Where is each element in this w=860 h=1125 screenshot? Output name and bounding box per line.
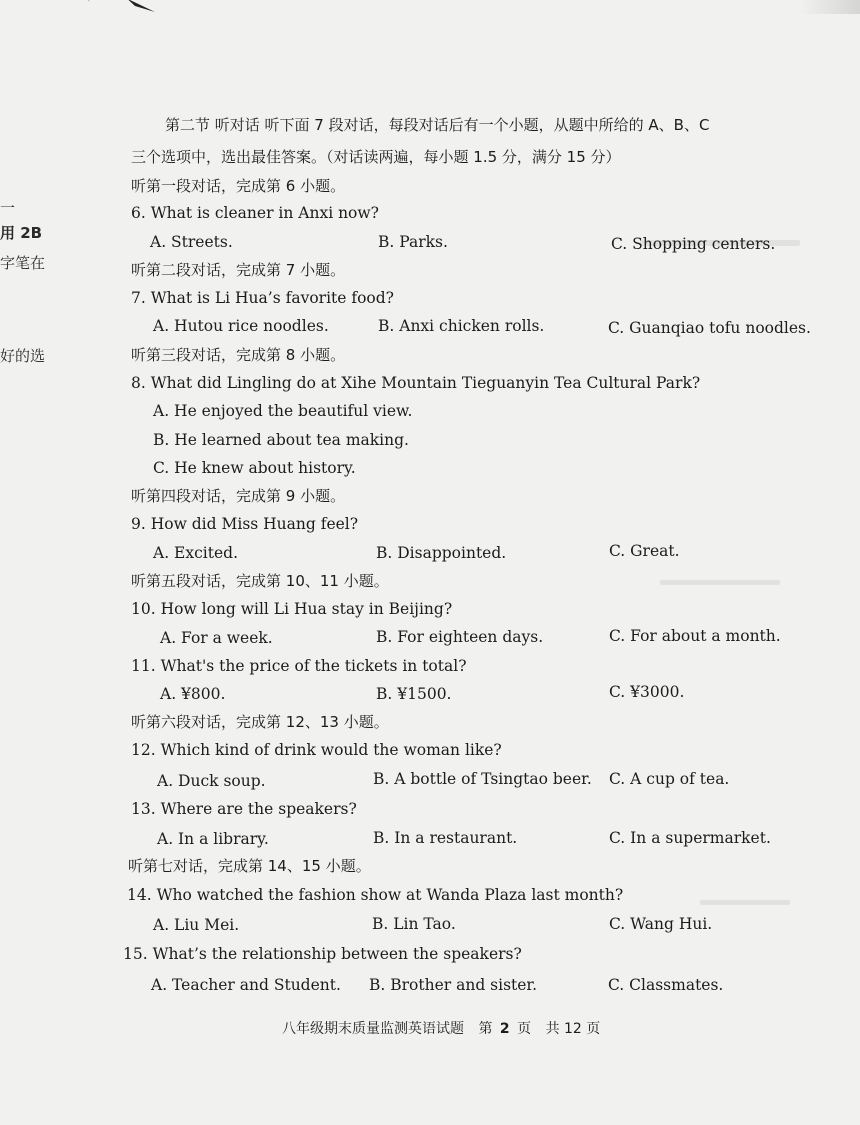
- scan-shadow-artifact: [800, 0, 860, 14]
- option-c: C. He knew about history.: [153, 459, 356, 477]
- footer-page-suffix: 页: [517, 1021, 532, 1037]
- question-11: 11. What's the price of the tickets in total?: [131, 657, 467, 675]
- option-b: B. He learned about tea making.: [153, 431, 409, 449]
- footer-total-pages: 共 12 页: [545, 1021, 601, 1037]
- option-a: A. Duck soup.: [157, 772, 266, 790]
- section-instructions: 三个选项中，选出最佳答案。（对话读两遍，每小题 1.5 分，满分 15 分）: [131, 148, 621, 166]
- dialogue-instruction: 听第二段对话，完成第 7 小题。: [131, 261, 346, 279]
- dialogue-instruction: 听第七对话，完成第 14、15 小题。: [128, 857, 371, 875]
- option-a: A. For a week.: [160, 629, 273, 647]
- option-b: B. In a restaurant.: [373, 829, 518, 847]
- scan-edge-artifact: [60, 0, 155, 12]
- option-b: B. A bottle of Tsingtao beer.: [373, 770, 592, 788]
- question-10: 10. How long will Li Hua stay in Beijing?: [131, 600, 453, 618]
- option-a: A. In a library.: [157, 830, 269, 848]
- dialogue-instruction: 听第三段对话，完成第 8 小题。: [131, 346, 346, 364]
- bleed-through-artifact: [660, 580, 780, 585]
- option-b: B. Lin Tao.: [372, 915, 456, 933]
- option-c: C. Guanqiao tofu noodles.: [608, 319, 811, 337]
- option-a: A. He enjoyed the beautiful view.: [153, 402, 413, 420]
- margin-fragment: 字笔在: [0, 254, 46, 272]
- option-a: A. Streets.: [150, 233, 233, 251]
- option-a: A. ¥800.: [160, 685, 226, 703]
- option-c: C. For about a month.: [609, 627, 781, 645]
- option-c: C. Wang Hui.: [609, 915, 713, 933]
- margin-fragment: 用 2B: [0, 224, 43, 242]
- margin-fragment: 好的选: [0, 347, 46, 365]
- question-8: 8. What did Lingling do at Xihe Mountain Tieguanyin Tea Cultural Park?: [131, 374, 701, 392]
- page-footer: [282, 1018, 600, 1038]
- dialogue-instruction: 听第六段对话，完成第 12、13 小题。: [131, 713, 389, 731]
- footer-title: 八年级期末质量监测英语试题: [282, 1021, 464, 1037]
- option-a: A. Hutou rice noodles.: [153, 317, 329, 335]
- question-12: 12. Which kind of drink would the woman like?: [131, 741, 502, 759]
- question-15: 15. What’s the relationship between the speakers?: [123, 945, 522, 963]
- option-c: C. Great.: [609, 542, 680, 560]
- option-c: C. ¥3000.: [609, 683, 685, 701]
- footer-page-number: 2: [499, 1021, 510, 1037]
- option-c: C. In a supermarket.: [609, 829, 771, 847]
- question-6: 6. What is cleaner in Anxi now?: [131, 204, 379, 222]
- option-c: C. Classmates.: [608, 976, 724, 994]
- option-b: B. Brother and sister.: [369, 976, 538, 994]
- question-14: 14. Who watched the fashion show at Wanda Plaza last month?: [127, 886, 624, 904]
- option-a: A. Teacher and Student.: [151, 976, 341, 994]
- option-b: B. Disappointed.: [376, 544, 507, 562]
- question-13: 13. Where are the speakers?: [131, 800, 357, 818]
- option-b: B. For eighteen days.: [376, 628, 544, 646]
- margin-fragment: 一: [0, 199, 16, 217]
- option-c: C. A cup of tea.: [609, 770, 730, 788]
- question-7: 7. What is Li Hua’s favorite food?: [131, 289, 394, 307]
- dialogue-instruction: 听第四段对话，完成第 9 小题。: [131, 487, 346, 505]
- dialogue-instruction: 听第一段对话，完成第 6 小题。: [131, 177, 346, 195]
- option-b: B. Anxi chicken rolls.: [378, 317, 545, 335]
- dialogue-instruction: 听第五段对话，完成第 10、11 小题。: [131, 572, 389, 590]
- option-b: B. ¥1500.: [376, 685, 452, 703]
- bleed-through-artifact: [700, 900, 790, 905]
- section-heading: 第二节 听对话 听下面 7 段对话，每段对话后有一个小题，从题中所给的 A、B、C: [165, 116, 710, 134]
- question-9: 9. How did Miss Huang feel?: [131, 515, 359, 533]
- footer-page-prefix: 第: [478, 1021, 493, 1037]
- option-c: C. Shopping centers.: [611, 235, 776, 253]
- option-b: B. Parks.: [378, 233, 448, 251]
- option-a: A. Liu Mei.: [153, 916, 240, 934]
- option-a: A. Excited.: [153, 544, 238, 562]
